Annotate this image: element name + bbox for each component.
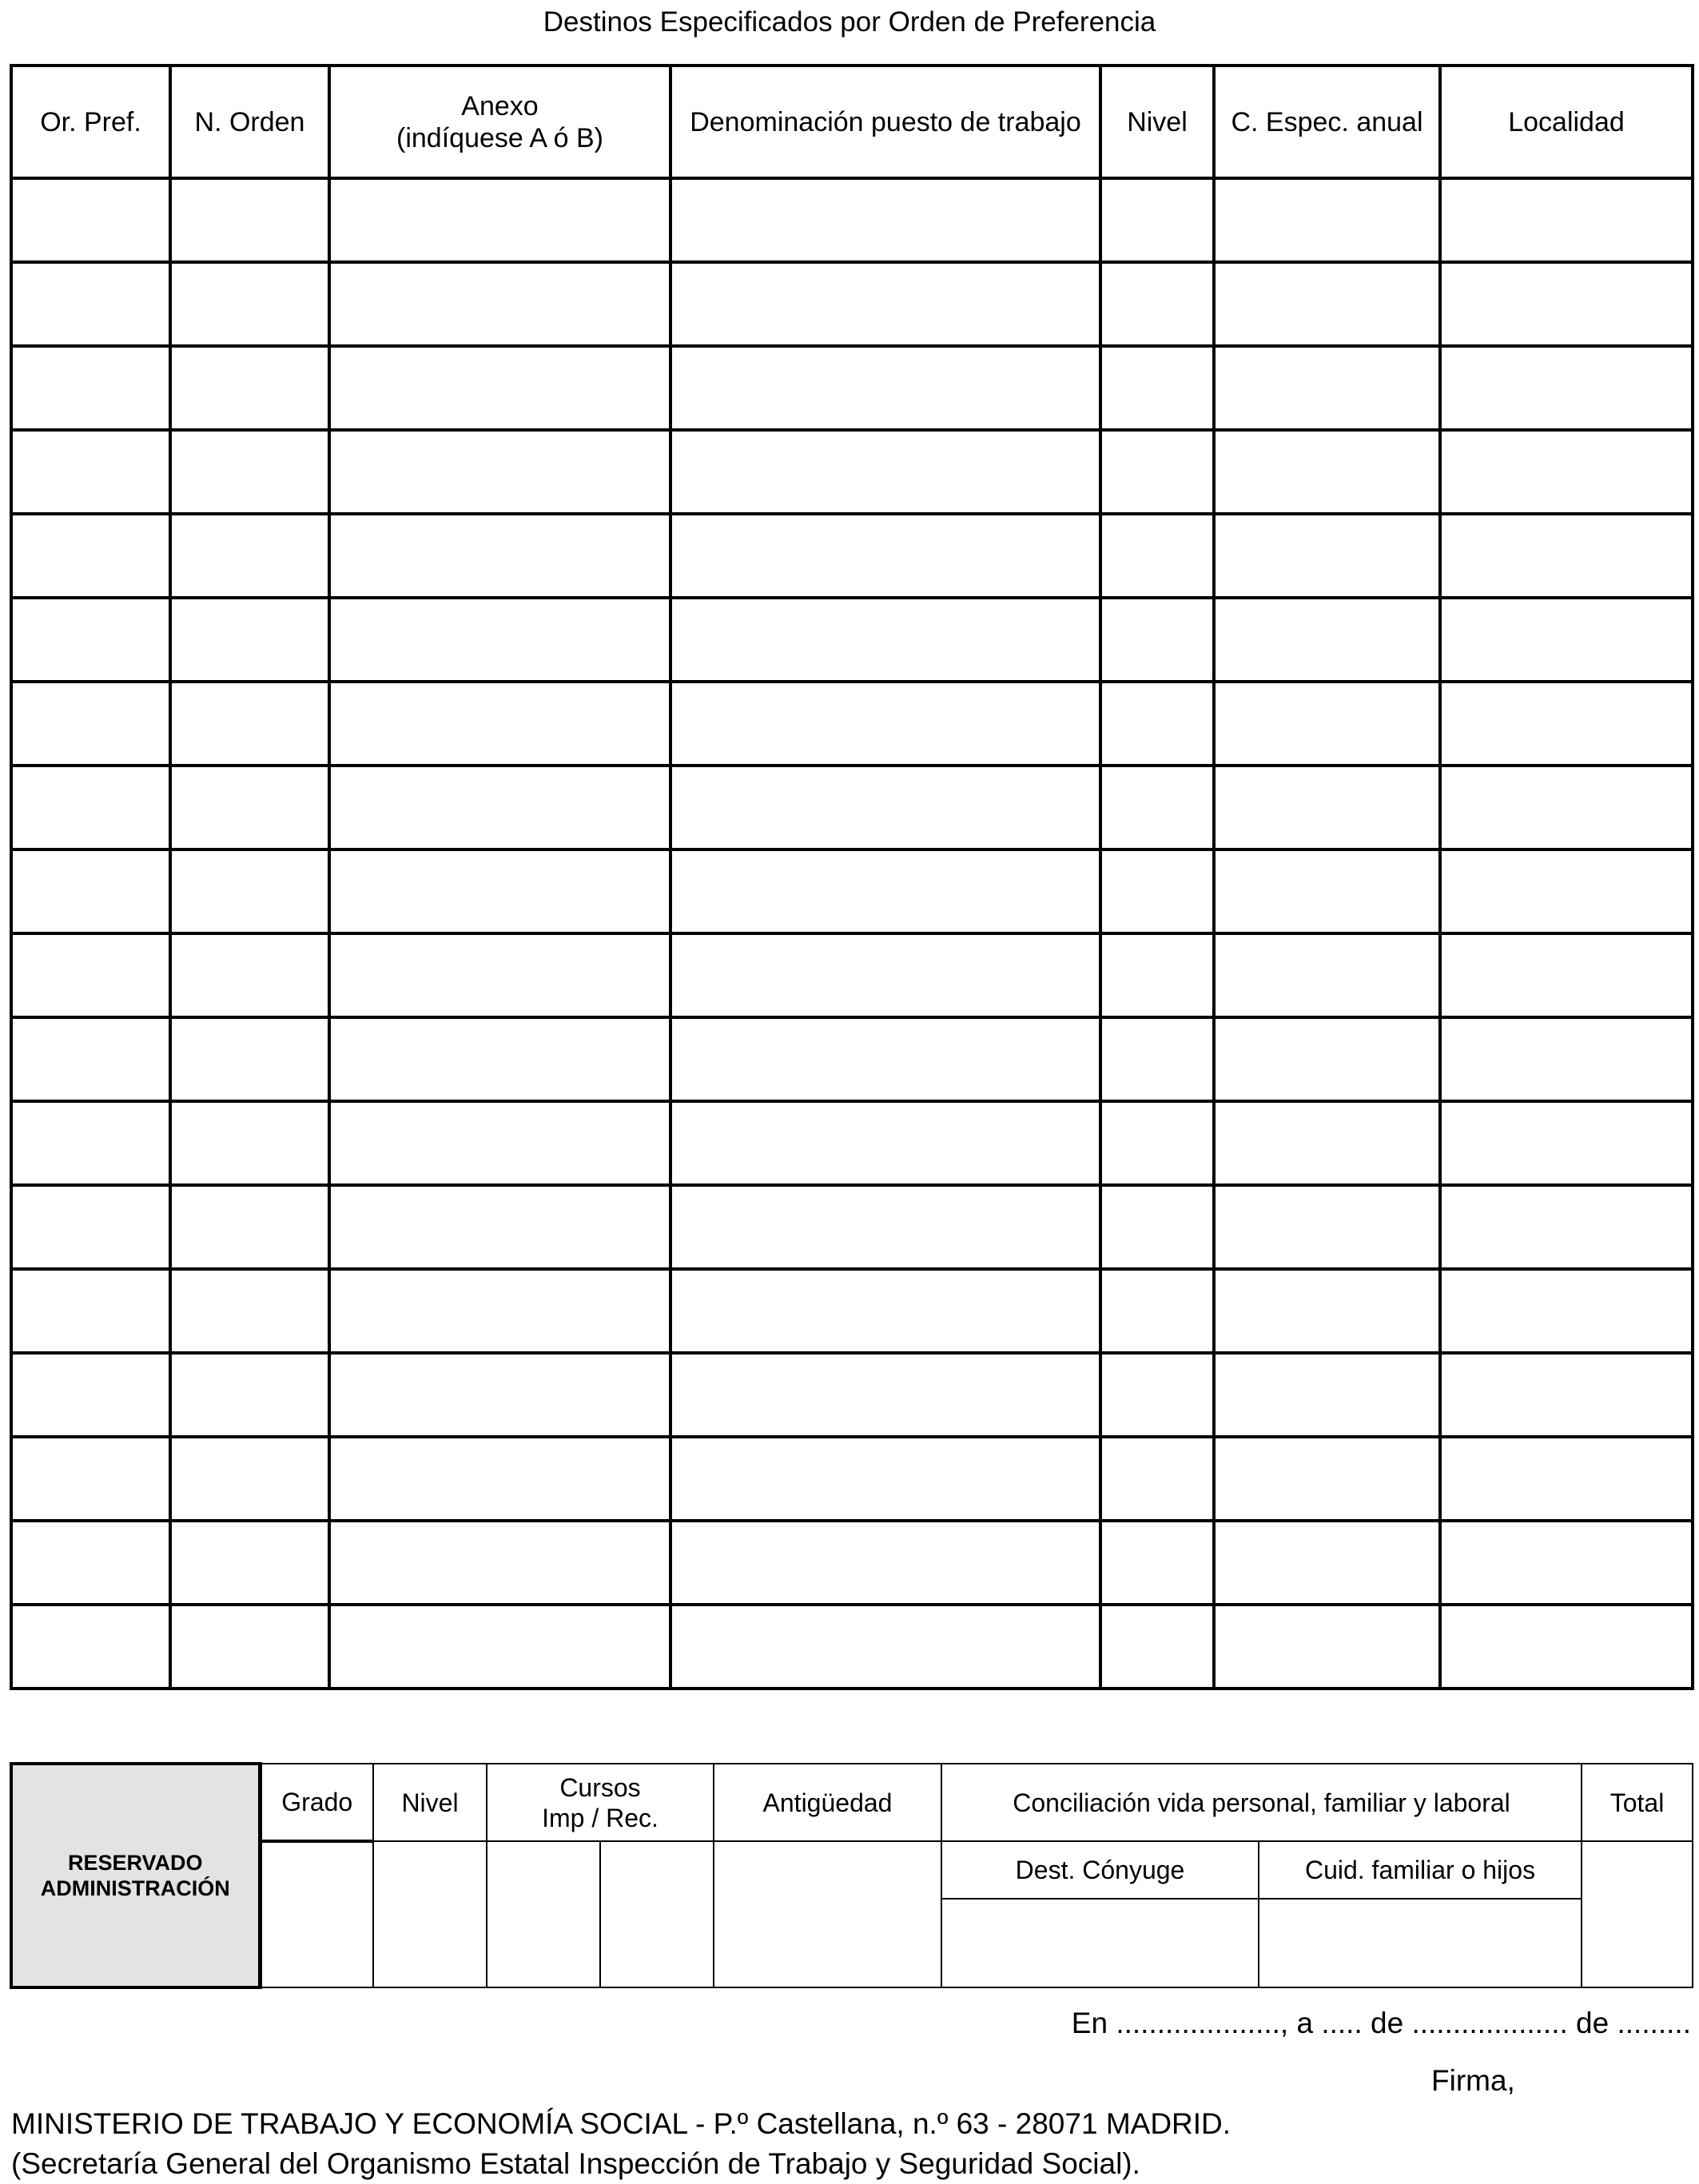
header-localidad: Localidad	[1440, 66, 1693, 178]
cell-n-orden[interactable]	[170, 766, 329, 849]
cell-denominacion[interactable]	[670, 1017, 1100, 1101]
cell-localidad[interactable]	[1440, 1353, 1693, 1437]
cell-c-espec[interactable]	[1214, 1017, 1440, 1101]
admin-table	[10, 1762, 1693, 1989]
cell-denominacion[interactable]	[670, 682, 1100, 766]
cell-nivel[interactable]	[1100, 1269, 1214, 1353]
cell-anexo[interactable]	[329, 430, 670, 514]
cell-anexo[interactable]	[329, 1269, 670, 1353]
cell-or-pref[interactable]	[11, 933, 170, 1017]
antiguedad-cell[interactable]	[714, 1841, 941, 1987]
cell-anexo[interactable]	[329, 178, 670, 262]
cell-denominacion[interactable]	[670, 346, 1100, 430]
cell-or-pref[interactable]	[11, 766, 170, 849]
cell-or-pref[interactable]	[11, 1437, 170, 1521]
cell-anexo[interactable]	[329, 598, 670, 682]
cell-c-espec[interactable]	[1214, 1269, 1440, 1353]
cell-localidad[interactable]	[1440, 682, 1693, 766]
cell-anexo[interactable]	[329, 766, 670, 849]
cell-denominacion[interactable]	[670, 1101, 1100, 1185]
table-row	[11, 1353, 1693, 1437]
cell-c-espec[interactable]	[1214, 682, 1440, 766]
table-row	[11, 514, 1693, 598]
cell-localidad[interactable]	[1440, 262, 1693, 346]
cell-denominacion[interactable]	[670, 1269, 1100, 1353]
cell-anexo[interactable]	[329, 514, 670, 598]
cell-denominacion[interactable]	[670, 1605, 1100, 1689]
cell-nivel[interactable]	[1100, 430, 1214, 514]
cell-n-orden[interactable]	[170, 1101, 329, 1185]
cell-n-orden[interactable]	[170, 1269, 329, 1353]
cell-denominacion[interactable]	[670, 849, 1100, 933]
table-row	[11, 933, 1693, 1017]
cell-localidad[interactable]	[1440, 933, 1693, 1017]
header-c-espec: C. Espec. anual	[1214, 66, 1440, 178]
header-admin-nivel: Nivel	[373, 1764, 487, 1841]
cell-localidad[interactable]	[1440, 1605, 1693, 1689]
cell-c-espec[interactable]	[1214, 346, 1440, 430]
cell-or-pref[interactable]	[11, 514, 170, 598]
cell-localidad[interactable]	[1440, 1185, 1693, 1269]
cell-c-espec[interactable]	[1214, 933, 1440, 1017]
cell-or-pref[interactable]	[11, 1017, 170, 1101]
table-row	[11, 1437, 1693, 1521]
footer-secretaria: (Secretaría General del Organismo Estatal Inspección de Trabajo y Seguridad Social).	[11, 2147, 1140, 2180]
cell-c-espec[interactable]	[1214, 766, 1440, 849]
cell-denominacion[interactable]	[670, 430, 1100, 514]
cell-n-orden[interactable]	[170, 1605, 329, 1689]
cursos-imp-cell[interactable]	[487, 1841, 600, 1987]
cell-c-espec[interactable]	[1214, 514, 1440, 598]
header-cursos-line2: Imp / Rec.	[542, 1803, 659, 1832]
cell-c-espec[interactable]	[1214, 1101, 1440, 1185]
cell-or-pref[interactable]	[11, 1521, 170, 1605]
cell-n-orden[interactable]	[170, 430, 329, 514]
table-row	[11, 1269, 1693, 1353]
cell-n-orden[interactable]	[170, 849, 329, 933]
cell-denominacion[interactable]	[670, 514, 1100, 598]
cell-or-pref[interactable]	[11, 849, 170, 933]
cell-nivel[interactable]	[1100, 1521, 1214, 1605]
cell-c-espec[interactable]	[1214, 430, 1440, 514]
cell-anexo[interactable]	[329, 1185, 670, 1269]
cell-denominacion[interactable]	[670, 1353, 1100, 1437]
cell-anexo[interactable]	[329, 1017, 670, 1101]
cell-n-orden[interactable]	[170, 514, 329, 598]
cell-n-orden[interactable]	[170, 1353, 329, 1437]
footer	[11, 2104, 1231, 2184]
cell-nivel[interactable]	[1100, 598, 1214, 682]
cell-localidad[interactable]	[1440, 346, 1693, 430]
cell-anexo[interactable]	[329, 262, 670, 346]
cell-c-espec[interactable]	[1214, 1185, 1440, 1269]
cell-or-pref[interactable]	[11, 262, 170, 346]
cell-localidad[interactable]	[1440, 178, 1693, 262]
cell-n-orden[interactable]	[170, 598, 329, 682]
table-row	[11, 766, 1693, 849]
cell-n-orden[interactable]	[170, 682, 329, 766]
reserved-line1: RESERVADO	[67, 1851, 203, 1875]
cell-nivel[interactable]	[1100, 514, 1214, 598]
place-date-line: En ...................., a ..... de ................... de .........	[1071, 2007, 1691, 2039]
cell-n-orden[interactable]	[170, 178, 329, 262]
header-row	[11, 66, 1693, 178]
cell-localidad[interactable]	[1440, 1101, 1693, 1185]
table-row	[11, 1521, 1693, 1605]
header-total: Total	[1582, 1764, 1693, 1841]
cell-localidad[interactable]	[1440, 1017, 1693, 1101]
cell-c-espec[interactable]	[1214, 1353, 1440, 1437]
table-row	[11, 1605, 1693, 1689]
cell-nivel[interactable]	[1100, 849, 1214, 933]
table-row	[11, 1101, 1693, 1185]
cell-denominacion[interactable]	[670, 1185, 1100, 1269]
cell-or-pref[interactable]	[11, 178, 170, 262]
table-row	[11, 346, 1693, 430]
cell-denominacion[interactable]	[670, 766, 1100, 849]
header-nivel: Nivel	[1100, 66, 1214, 178]
cell-or-pref[interactable]	[11, 1353, 170, 1437]
cell-nivel[interactable]	[1100, 1185, 1214, 1269]
header-anexo-line1: Anexo	[461, 90, 539, 121]
cell-nivel[interactable]	[1100, 178, 1214, 262]
cell-c-espec[interactable]	[1214, 178, 1440, 262]
cell-nivel[interactable]	[1100, 1353, 1214, 1437]
cell-nivel[interactable]	[1100, 1437, 1214, 1521]
cell-c-espec[interactable]	[1214, 598, 1440, 682]
cell-nivel[interactable]	[1100, 766, 1214, 849]
cell-denominacion[interactable]	[670, 1521, 1100, 1605]
cell-n-orden[interactable]	[170, 262, 329, 346]
footer-address: MINISTERIO DE TRABAJO Y ECONOMÍA SOCIAL - P.º Castellana, n.º 63 - 28071 MADRID.	[11, 2107, 1231, 2140]
cell-nivel[interactable]	[1100, 1017, 1214, 1101]
cell-anexo[interactable]	[329, 1353, 670, 1437]
cell-denominacion[interactable]	[670, 598, 1100, 682]
cell-denominacion[interactable]	[670, 933, 1100, 1017]
header-grado: Grado	[260, 1764, 373, 1841]
header-cursos	[487, 1764, 714, 1841]
cell-anexo[interactable]	[329, 1521, 670, 1605]
cell-anexo[interactable]	[329, 1101, 670, 1185]
table-row	[11, 598, 1693, 682]
preference-table-body	[11, 178, 1693, 1689]
dest-conyuge-cell[interactable]	[941, 1899, 1259, 1987]
header-conciliacion: Conciliación vida personal, familiar y laboral	[941, 1764, 1582, 1841]
header-anexo-line2: (indíquese A ó B)	[396, 122, 603, 153]
cell-localidad[interactable]	[1440, 766, 1693, 849]
cell-anexo[interactable]	[329, 933, 670, 1017]
cell-nivel[interactable]	[1100, 933, 1214, 1017]
cell-localidad[interactable]	[1440, 514, 1693, 598]
cursos-rec-cell[interactable]	[600, 1841, 714, 1987]
cell-anexo[interactable]	[329, 1437, 670, 1521]
cell-c-espec[interactable]	[1214, 1521, 1440, 1605]
page-title: Destinos Especificados por Orden de Preferencia	[543, 6, 1156, 38]
cell-localidad[interactable]	[1440, 1437, 1693, 1521]
header-cursos-line1: Cursos	[559, 1772, 641, 1802]
cell-nivel[interactable]	[1100, 346, 1214, 430]
header-n-orden: N. Orden	[170, 66, 329, 178]
cell-n-orden[interactable]	[170, 346, 329, 430]
cell-anexo[interactable]	[329, 1605, 670, 1689]
cell-or-pref[interactable]	[11, 1605, 170, 1689]
reserved-line2: ADMINISTRACIÓN	[40, 1876, 230, 1900]
preference-table	[10, 64, 1694, 1690]
cell-n-orden[interactable]	[170, 1521, 329, 1605]
table-row	[11, 430, 1693, 514]
header-cuid-familiar: Cuid. familiar o hijos	[1259, 1841, 1582, 1899]
cell-nivel[interactable]	[1100, 682, 1214, 766]
cell-localidad[interactable]	[1440, 849, 1693, 933]
cell-anexo[interactable]	[329, 849, 670, 933]
cell-or-pref[interactable]	[11, 682, 170, 766]
cell-denominacion[interactable]	[670, 1437, 1100, 1521]
header-antiguedad: Antigüedad	[714, 1764, 941, 1841]
cuid-familiar-cell[interactable]	[1259, 1899, 1582, 1987]
header-dest-conyuge: Dest. Cónyuge	[941, 1841, 1259, 1899]
cell-localidad[interactable]	[1440, 1521, 1693, 1605]
table-row	[11, 1185, 1693, 1269]
table-row	[11, 262, 1693, 346]
admin-nivel-cell[interactable]	[373, 1841, 487, 1987]
cell-c-espec[interactable]	[1214, 262, 1440, 346]
cell-n-orden[interactable]	[170, 1437, 329, 1521]
cell-n-orden[interactable]	[170, 1185, 329, 1269]
cell-or-pref[interactable]	[11, 1185, 170, 1269]
cell-or-pref[interactable]	[11, 598, 170, 682]
cell-nivel[interactable]	[1100, 1605, 1214, 1689]
cell-localidad[interactable]	[1440, 598, 1693, 682]
cell-c-espec[interactable]	[1214, 849, 1440, 933]
table-row	[11, 178, 1693, 262]
cell-or-pref[interactable]	[11, 346, 170, 430]
cell-or-pref[interactable]	[11, 1101, 170, 1185]
header-denominacion: Denominación puesto de trabajo	[670, 66, 1100, 178]
table-row	[11, 1017, 1693, 1101]
table-row	[11, 682, 1693, 766]
header-or-pref: Or. Pref.	[11, 66, 170, 178]
cell-localidad[interactable]	[1440, 430, 1693, 514]
cell-c-espec[interactable]	[1214, 1437, 1440, 1521]
grado-cell[interactable]	[260, 1841, 373, 1987]
cell-nivel[interactable]	[1100, 1101, 1214, 1185]
signature-label: Firma,	[1431, 2064, 1515, 2097]
cell-nivel[interactable]	[1100, 262, 1214, 346]
cell-c-espec[interactable]	[1214, 1605, 1440, 1689]
cell-or-pref[interactable]	[11, 430, 170, 514]
cell-or-pref[interactable]	[11, 1269, 170, 1353]
cell-denominacion[interactable]	[670, 178, 1100, 262]
cell-anexo[interactable]	[329, 682, 670, 766]
total-cell[interactable]	[1582, 1841, 1693, 1987]
table-row	[11, 849, 1693, 933]
cell-n-orden[interactable]	[170, 1017, 329, 1101]
header-anexo	[329, 66, 670, 178]
cell-anexo[interactable]	[329, 346, 670, 430]
reserved-administration-label	[11, 1764, 260, 1987]
cell-n-orden[interactable]	[170, 933, 329, 1017]
cell-localidad[interactable]	[1440, 1269, 1693, 1353]
cell-denominacion[interactable]	[670, 262, 1100, 346]
